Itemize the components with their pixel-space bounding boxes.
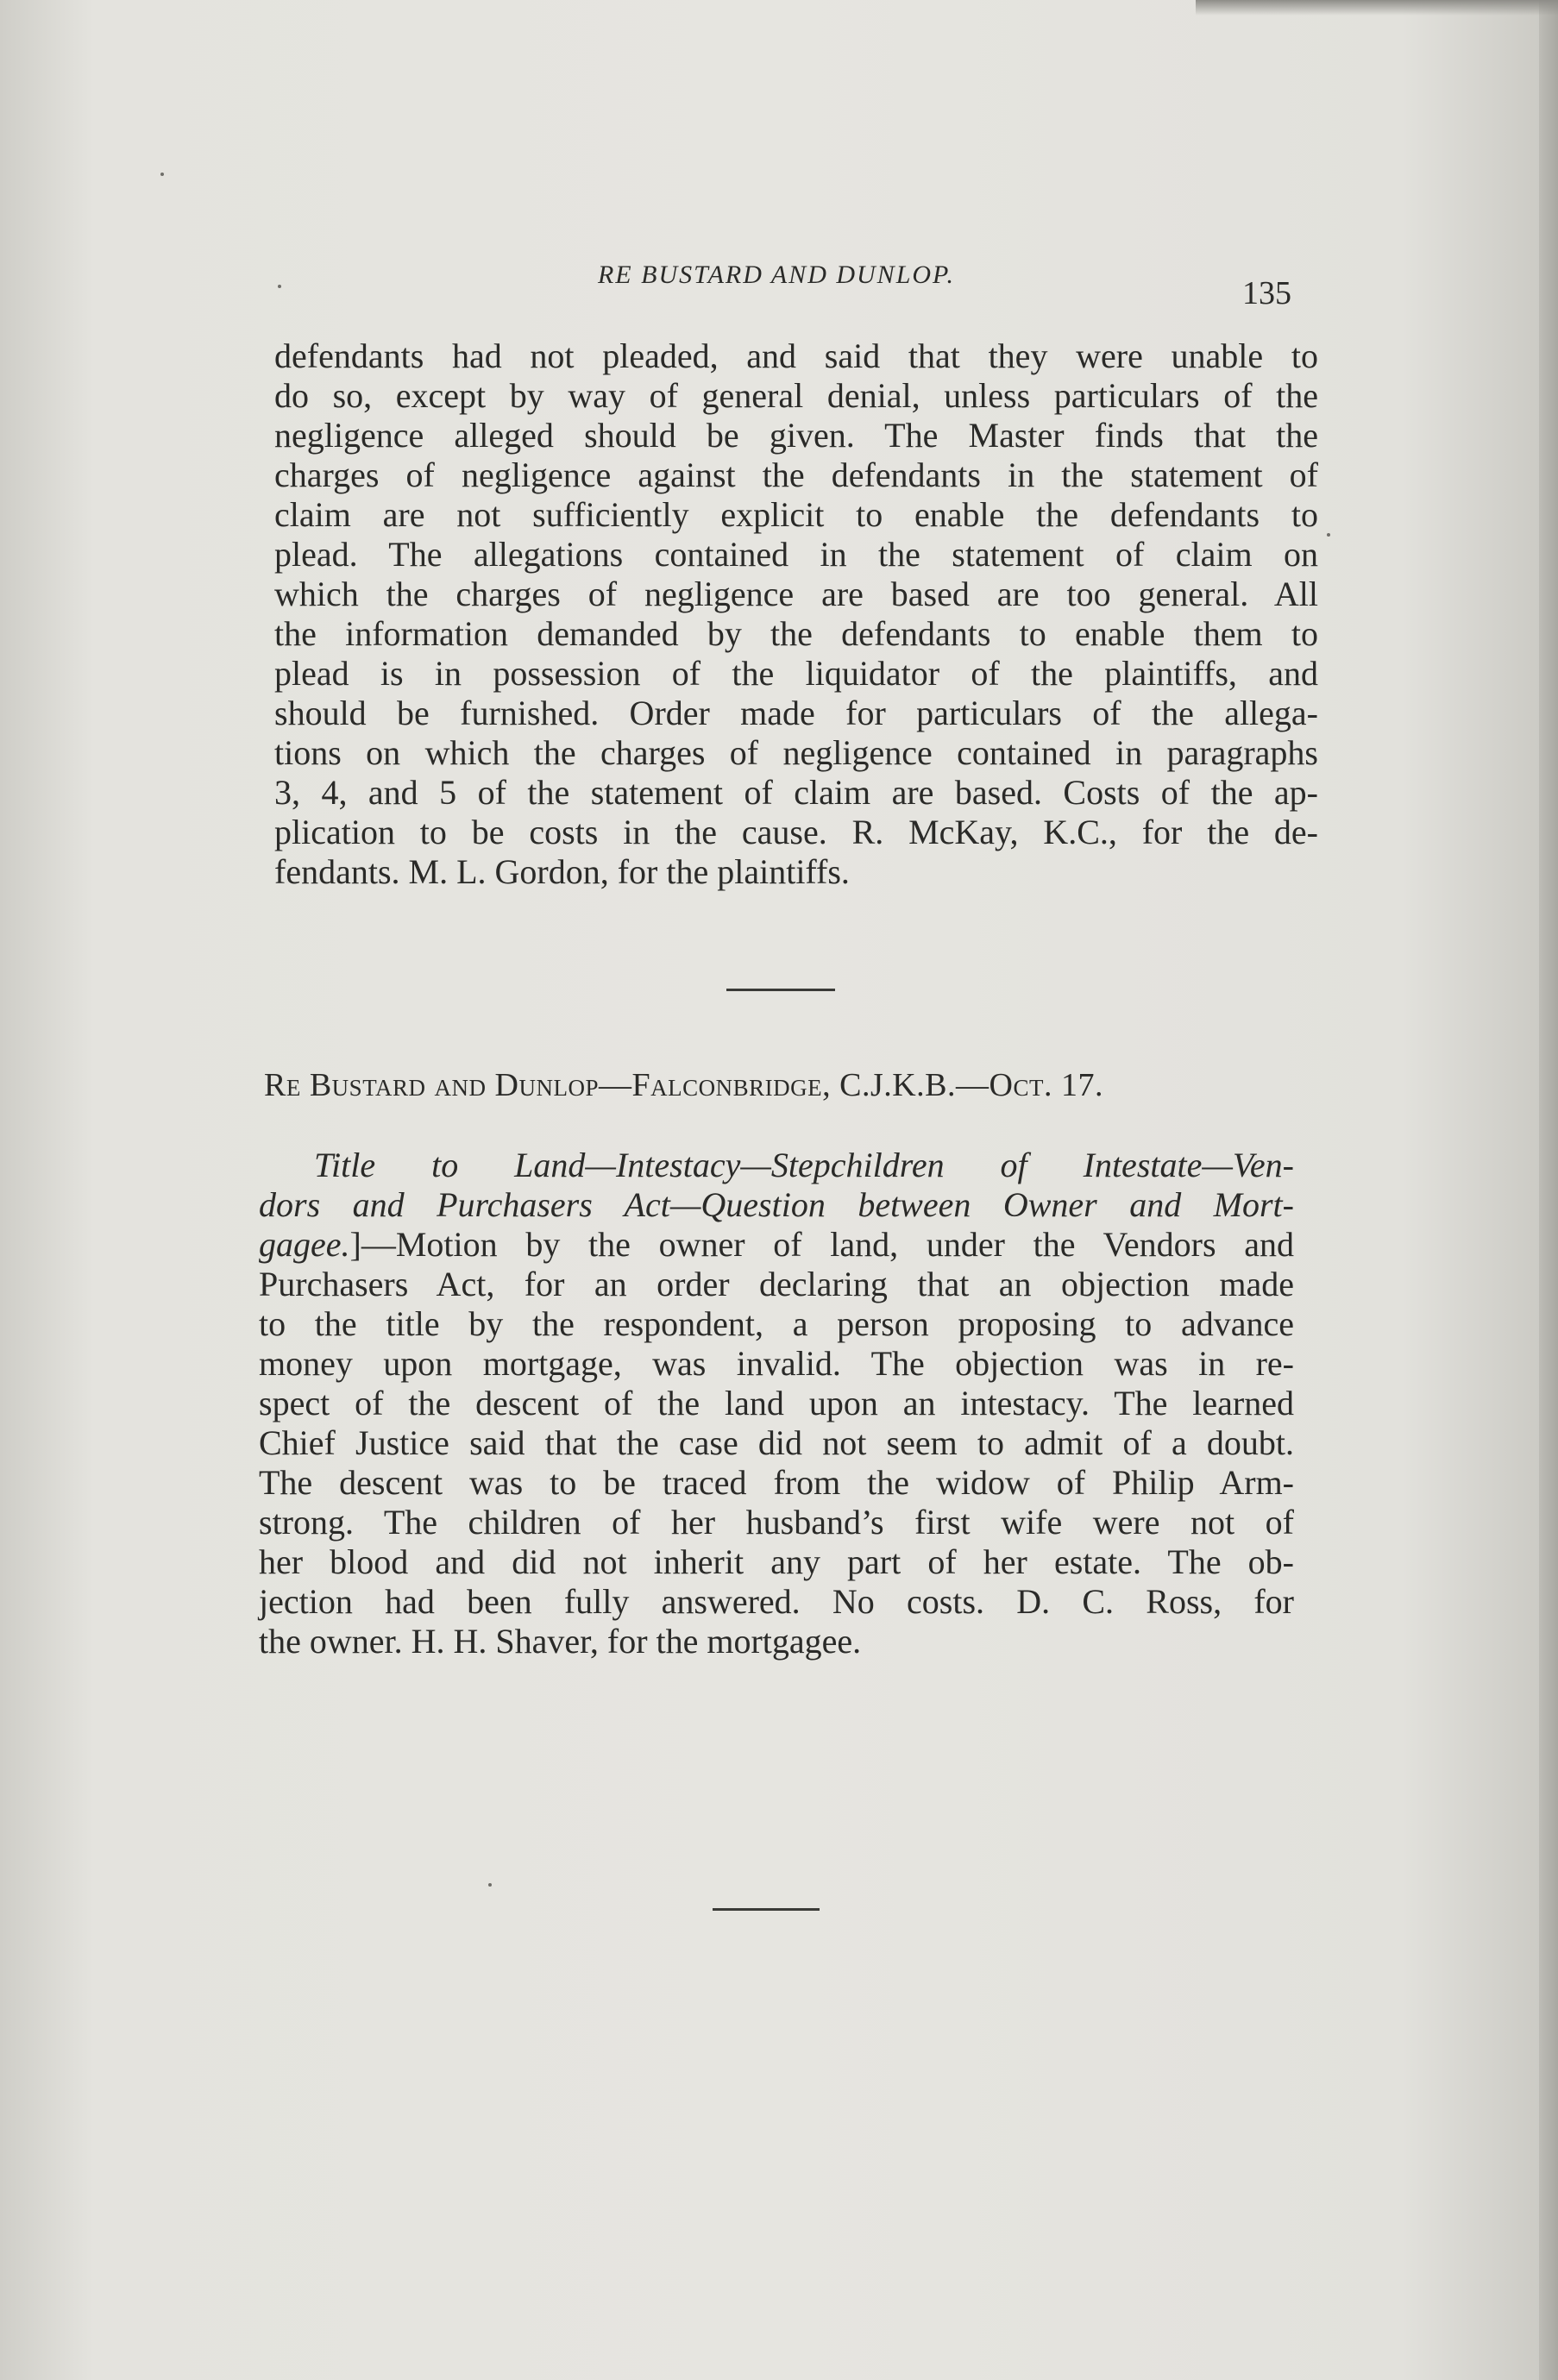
text-line: strong. The children of her husband’s first wife were not of <box>259 1503 1294 1542</box>
text-line: Chief Justice said that the case did not seem to admit of a doubt. <box>259 1423 1294 1462</box>
text-line <box>259 1185 1294 1225</box>
ink-speck <box>278 285 281 288</box>
paragraph-case-summary <box>259 1146 1294 1661</box>
text-line: Purchasers Act, for an order declaring that an objection made <box>259 1265 1294 1303</box>
section-divider <box>726 989 835 991</box>
text-line: claim are not sufficiently explicit to enable the defendants to <box>274 495 1318 534</box>
text-line: money upon mortgage, was invalid. The objection was in re- <box>259 1344 1294 1383</box>
text-line <box>259 1146 1294 1185</box>
body-text: ]—Motion by the owner of land, under the Vendors and <box>349 1225 1294 1264</box>
text-line: plication to be costs in the cause. R. McKay, K.C., for the de- <box>274 813 1318 851</box>
text-line: the owner. H. H. Shaver, for the mortgagee. <box>259 1622 862 1661</box>
text-line: charges of negligence against the defendants in the statement of <box>274 455 1318 494</box>
page-edge-shadow <box>1539 0 1558 2380</box>
text-line: to the title by the respondent, a person proposing to advance <box>259 1304 1294 1343</box>
ink-speck <box>160 173 164 176</box>
paragraph-particulars <box>274 336 1318 892</box>
ink-speck <box>1327 533 1330 537</box>
text-line: do so, except by way of general denial, unless particulars of the <box>274 376 1318 415</box>
text-line: plead is in possession of the liquidator of the plaintiffs, and <box>274 654 1318 693</box>
text-line: fendants. M. L. Gordon, for the plaintiffs. <box>274 852 850 891</box>
text-line: plead. The allegations contained in the statement of claim on <box>274 535 1318 574</box>
text-line: the information demanded by the defendants to enable them to <box>274 614 1318 653</box>
text-line: jection had been fully answered. No costs. D. C. Ross, for <box>259 1582 1294 1621</box>
text-line <box>259 1225 1294 1265</box>
catchwords-text: gagee. <box>259 1225 350 1264</box>
page-corner-shadow <box>1196 0 1558 16</box>
case-heading: Re Bustard and Dunlop—Falconbridge, C.J.K.B.—Oct. 17. <box>264 1067 1103 1103</box>
text-line: 3, 4, and 5 of the statement of claim are based. Costs of the ap- <box>274 773 1318 812</box>
text-line: tions on which the charges of negligence contained in paragraphs <box>274 733 1318 772</box>
text-line: which the charges of negligence are based are too general. All <box>274 575 1318 613</box>
running-head: RE BUSTARD AND DUNLOP. <box>597 261 956 289</box>
page-number: 135 <box>1242 275 1291 311</box>
text-line: spect of the descent of the land upon an intestacy. The learned <box>259 1384 1294 1422</box>
section-divider <box>713 1908 820 1911</box>
ink-speck <box>488 1883 492 1887</box>
text-line: defendants had not pleaded, and said that they were unable to <box>274 336 1318 375</box>
text-line: negligence alleged should be given. The Master finds that the <box>274 416 1318 455</box>
text-line: The descent was to be traced from the widow of Philip Arm- <box>259 1463 1294 1502</box>
catchwords-text: Title to Land—Intestacy—Stepchildren of Intestate—Ven- <box>314 1146 1294 1184</box>
text-line: should be furnished. Order made for particulars of the allega- <box>274 694 1318 732</box>
catchwords-text: dors and Purchasers Act—Question between Owner and Mort- <box>259 1185 1294 1224</box>
text-line: her blood and did not inherit any part of her estate. The ob- <box>259 1542 1294 1581</box>
